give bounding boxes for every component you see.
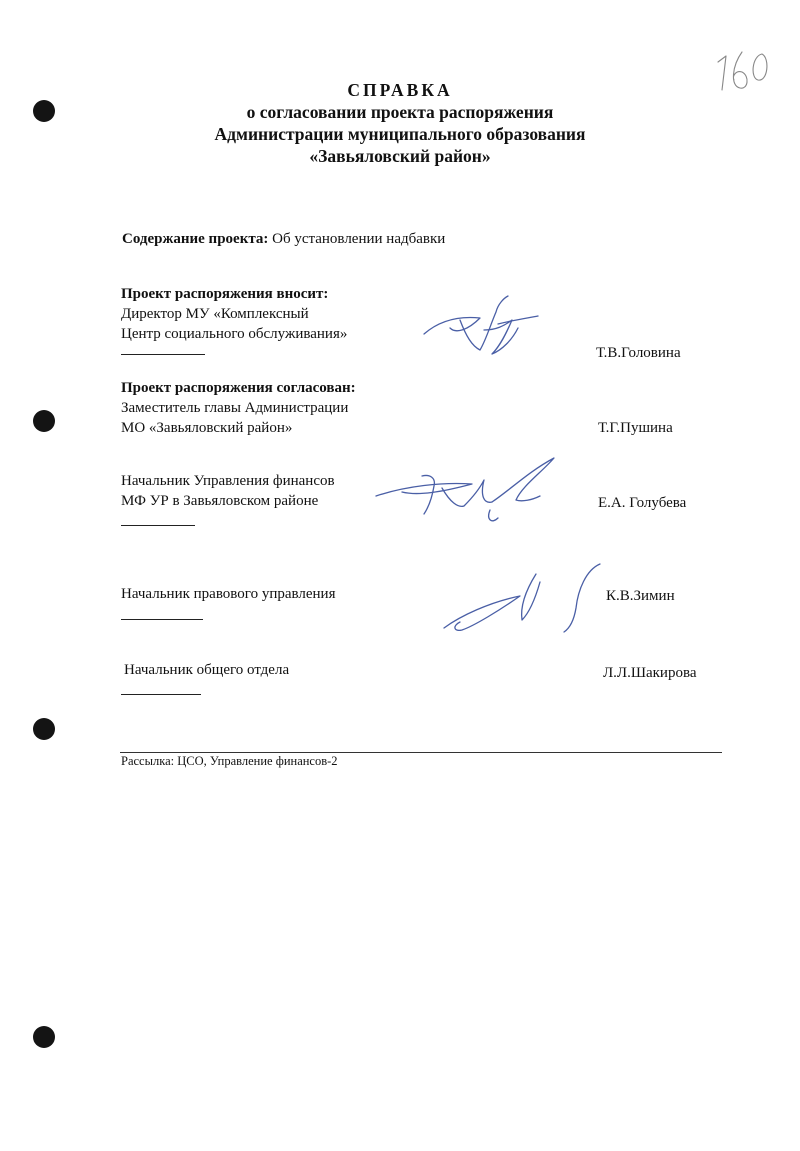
signature-blank [121,354,205,355]
signature-blank [121,525,195,526]
punch-hole [33,718,55,740]
signature-blank [121,619,203,620]
title-main: СПРАВКА [347,80,453,100]
document-title [0,79,800,167]
approved-heading: Проект распоряжения согласован: [121,380,356,396]
punch-hole [33,410,55,432]
signature-golubeva [372,452,562,532]
distribution-list: Рассылка: ЦСО, Управление финансов-2 [121,754,338,768]
deputy-name: Т.Г.Пушина [598,420,673,436]
submitted-heading: Проект распоряжения вносит: [121,286,329,302]
general-position: Начальник общего отдела [124,662,290,678]
signature-blank [121,694,201,695]
deputy-position-2: МО «Завьяловский район» [121,420,293,436]
submitted-position-2: Центр социального обслуживания» [121,326,348,342]
finance-position-2: МФ УР в Завьяловском районе [121,493,319,509]
submitted-block [121,284,347,344]
submitted-name: Т.В.Головина [596,345,681,361]
approved-block [121,378,356,438]
project-content-label: Содержание проекта: [122,231,269,247]
title-line-1: о согласовании проекта распоряжения [246,102,554,122]
project-content [122,229,445,249]
signature-zimin [440,556,610,640]
deputy-position-1: Заместитель главы Администрации [121,400,349,416]
legal-name: К.В.Зимин [606,588,675,604]
title-line-3: «Завьяловский район» [309,146,491,166]
legal-position: Начальник правового управления [121,586,336,602]
signature-golovina [420,290,545,360]
finance-position-1: Начальник Управления финансов [121,473,335,489]
title-line-2: Администрации муниципального образования [214,124,586,144]
project-content-value: Об установлении надбавки [272,231,446,247]
finance-name: Е.А. Голубева [598,495,687,511]
general-name: Л.Л.Шакирова [603,665,697,681]
finance-block [121,471,335,511]
submitted-position-1: Директор МУ «Комплексный [121,306,309,322]
punch-hole [33,1026,55,1048]
